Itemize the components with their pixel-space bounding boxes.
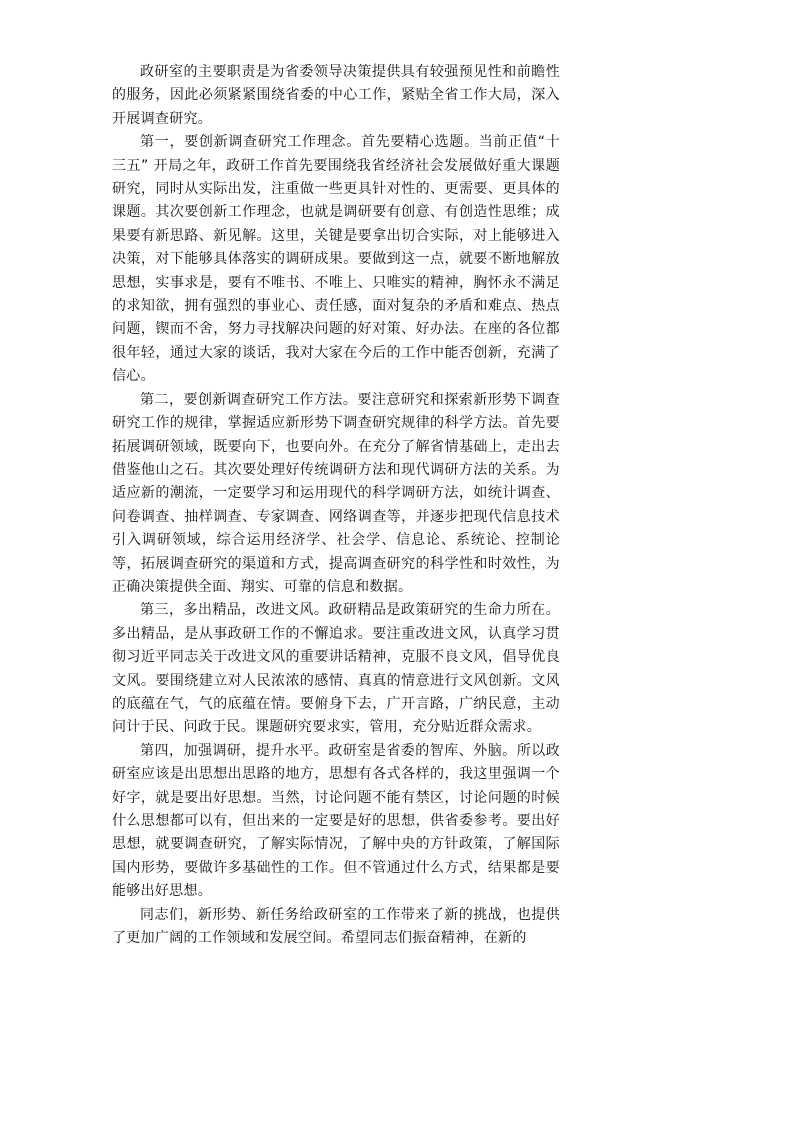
paragraph-closing: 同志们，新形势、新任务给政研室的工作带来了新的挑战，也提供了更加广阔的工作领域和发展空间。希望同志们振奋精神，在新的 <box>112 906 560 947</box>
document-body <box>112 61 560 950</box>
paragraph-point-three: 第三，多出精品，改进文风。政研精品是政策研究的生命力所在。多出精品，是从事政研工作的不懈追求。要注重改进文风，认真学习贯彻习近平同志关于改进文风的重要讲话精神，克服不良文风，倡导优良文风。要围绕建立对人民浓浓的感情、真真的情意进行文风创新。文风的底蕴在气，气的底蕴在情。要俯身下去，广开言路，广纳民意，主动问计于民、问政于民。课题研究要求实，管用，充分贴近群众需求。 <box>112 602 560 736</box>
paragraph-point-one: 第一，要创新调查研究工作理念。首先要精心选题。当前正值“十三五” 开局之年，政研工作首先要围绕我省经济社会发展做好重大课题研究，同时从实际出发，注重做一些更具针对性的、更需要、更具体的课题。其次要创新工作理念，也就是调研要有创意、有创造性思维；成果要有新思路、新见解。这里，关键是要拿出切合实际，对上能够进入决策，对下能够具体落实的调研成果。要做到这一点，就要不断地解放思想，实事求是，要有不唯书、不唯上、只唯实的精神，胸怀永不满足的求知欲，拥有强烈的事业心、责任感，面对复杂的矛盾和难点、热点问题，锲而不舍，努力寻找解决问题的好对策、好办法。在座的各位都很年轻，通过大家的谈话，我对大家在今后的工作中能否创新，充满了信心。 <box>112 134 560 385</box>
paragraph-point-two: 第二，要创新调查研究工作方法。要注意研究和探索新形势下调查研究工作的规律，掌握适应新形势下调查研究规律的科学方法。首先要拓展调研领域，既要向下，也要向外。在充分了解省情基础上，走出去借鉴他山之石。其次要处理好传统调研方法和现代调研方法的关系。为适应新的潮流，一定要学习和运用现代的科学调研方法，如统计调查、问卷调查、抽样调查、专家调查、网络调查等，并逐步把现代信息技术引入调研领域，综合运用经济学、社会学、信息论、系统论、控制论等，拓展调查研究的渠道和方式，提高调查研究的科学性和时效性，为正确决策提供全面、翔实、可靠的信息和数据。 <box>112 391 560 595</box>
paragraph-point-four: 第四，加强调研，提升水平。政研室是省委的智库、外脑。所以政研室应该是出思想出思路的地方，思想有各式各样的，我这里强调一个好字，就是要出好思想。当然，讨论问题不能有禁区，讨论问题的时候什么思想都可以有，但出来的一定要是好的思想，供省委参考。要出好思想，就要调查研究，了解实际情况，了解中央的方针政策，了解国际国内形势，要做许多基础性的工作。但不管通过什么方式，结果都是要能够出好思想。 <box>112 742 560 900</box>
paragraph-intro: 政研室的主要职责是为省委领导决策提供具有较强预见性和前瞻性的服务，因此必须紧紧围绕省委的中心工作，紧贴全省工作大局，深入开展调查研究。 <box>112 64 560 127</box>
